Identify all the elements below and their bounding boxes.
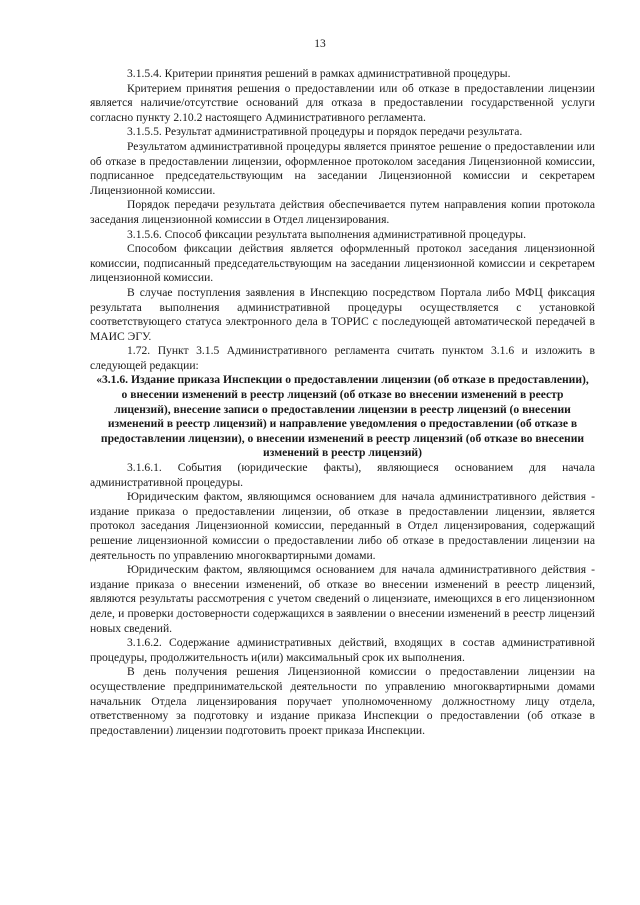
section-heading: «3.1.6. Издание приказа Инспекции о предоставлении лицензии (об отказе в предоставлении), о внесении изменений в реестр лицензий (об отказе во внесении изменений в реестр лицензий), внесение записи о предоставлении лицензии в реестр лицензий (о внесении изменений в реестр лицензий) и направление уведомления о предоставлении (об отказе в предоставлении лицензии), о внесении изменений в реестр лицензий (об отказе во внесении изменений в реестр лицензий) [96, 373, 589, 460]
paragraph: 3.1.5.4. Критерии принятия решений в рамках административной процедуры. [127, 67, 511, 80]
paragraph: 1.72. Пункт 3.1.5 Административного регламента считать пунктом 3.1.6 и изложить в следующей редакции: [90, 344, 595, 372]
paragraph: В случае поступления заявления в Инспекцию посредством Портала либо МФЦ фиксация результата выполнения административной процедуры осуществляется с установкой соответствующего статуса электронного дела в ТОРИС с последующей автоматической передачей в МАИС ЭГУ. [90, 285, 595, 343]
paragraph: 3.1.6.2. Содержание административных действий, входящих в состав административной процедуры, продолжительность и(или) максимальный срок их выполнения. [90, 636, 595, 664]
paragraph: 3.1.5.6. Способ фиксации результата выполнения административной процедуры. [127, 227, 526, 241]
paragraph: Порядок передачи результата действия обеспечивается путем направления копии протокола заседания лицензионной комиссии в Отдел лицензирования. [90, 198, 595, 226]
paragraph: Способом фиксации действия является оформленный протокол заседания лицензионной комиссии, подписанный председательствующим на заседании лицензионной комиссии и секретарем лицензионной комиссии. [90, 242, 595, 285]
paragraph: Критерием принятия решения о предоставлении или об отказе в предоставлении лицензии является наличие/отсутствие оснований для отказа в предоставлении государственной услуги согласно пункту 2.10.2 настоящего Административного регламента. [90, 81, 595, 124]
page-number: 13 [314, 38, 326, 50]
paragraph: Результатом административной процедуры является принятое решение о предоставлении или об отказе в предоставлении лицензии, оформленное протоколом заседания Лицензионной комиссии, подписанное председательствующим на заседании Лицензионной комиссии и секретарем Лицензионной комиссии. [90, 139, 595, 197]
paragraph: Юридическим фактом, являющимся основанием для начала административного действия - издание приказа о предоставлении лицензии, об отказе в предоставлении лицензии, является протокол заседания Лицензионной комиссии, переданный в Отдел лицензирования, содержащий решение лицензионной комиссии о предоставлении либо об отказе в предоставлении лицензии на деятельность по управлению многоквартирными домами. [90, 490, 595, 562]
paragraph: В день получения решения Лицензионной комиссии о предоставлении лицензии на осуществление предпринимательской деятельности по управлению многоквартирными домами начальник Отдела лицензирования поручает уполномоченному должностному лицу отдела, ответственному за подготовку и издание приказа Инспекции о предоставлении (об отказе в предоставлении) лицензии подготовить проект приказа Инспекции. [90, 665, 595, 737]
paragraph: 3.1.6.1. События (юридические факты), являющиеся основанием для начала административной процедуры. [90, 461, 595, 489]
document-body [90, 67, 595, 738]
paragraph: Юридическим фактом, являющимся основанием для начала административного действия - издание приказа о внесении изменений, об отказе во внесении изменений в реестр лицензий, являются результаты рассмотрения с учетом сведений о лицензиате, имеющихся в его лицензионном деле, и проверки достоверности содержащихся в заявлении о внесении изменений в реестр лицензий новых сведений. [90, 563, 595, 635]
paragraph: 3.1.5.5. Результат административной процедуры и порядок передачи результата. [127, 125, 523, 139]
